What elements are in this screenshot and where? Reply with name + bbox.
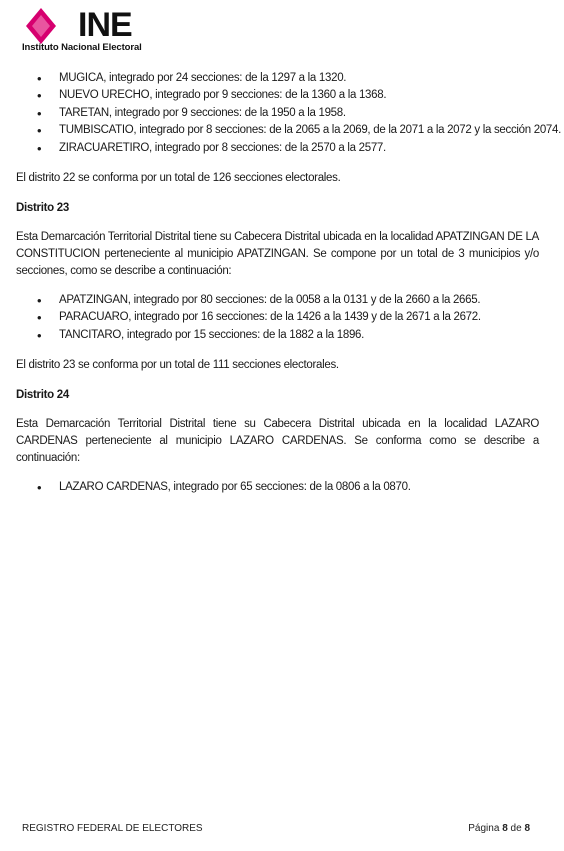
list-item: • APATZINGAN, integrado por 80 secciones: de la 0058 a la 0131 y de la 2660 a la 2665. — [16, 292, 539, 309]
list-item: • ZIRACUARETIRO, integrado por 8 secciones: de la 2570 a la 2577. — [16, 140, 539, 157]
municipio-list-d24 — [16, 479, 539, 496]
logo-subtitle: Instituto Nacional Electoral — [22, 42, 142, 53]
logo-text: INE — [78, 6, 132, 44]
footer-org: REGISTRO FEDERAL DE ELECTORES — [22, 823, 203, 834]
page-prefix: Página — [468, 823, 500, 834]
list-item: • MUGICA, integrado por 24 secciones: de la 1297 a la 1320. — [16, 70, 539, 87]
municipio-list-d23 — [16, 292, 539, 344]
district-23-heading: Distrito 23 — [16, 201, 69, 214]
district-23-total: El distrito 23 se conforma por un total de 111 secciones electorales. — [16, 359, 339, 372]
district-24-heading: Distrito 24 — [16, 389, 69, 402]
district-23-description: Esta Demarcación Territorial Distrital tiene su Cabecera Distrital ubicada en la localidad APATZINGAN DE LA CONSTITUCION perteneciente al municipio APATZINGAN. Se compone por un total de 3 municipios y/o secciones, como se describe a continuación: — [16, 230, 539, 277]
list-item: • TARETAN, integrado por 9 secciones: de la 1950 a la 1958. — [16, 105, 539, 122]
page-sep: de — [510, 823, 522, 834]
list-item: • LAZARO CARDENAS, integrado por 65 secciones: de la 0806 a la 0870. — [16, 479, 539, 496]
district-24-description: Esta Demarcación Territorial Distrital tiene su Cabecera Distrital ubicada en la localidad LAZARO CARDENAS perteneciente al municipio LAZARO CARDENAS. Se conforma como se describe a continuación: — [16, 418, 539, 465]
ine-logo — [22, 8, 182, 54]
page-number — [468, 823, 530, 834]
list-item: • TUMBISCATIO, integrado por 8 secciones: de la 2065 a la 2069, de la 2071 a la 2072 y la sección 2074. — [16, 122, 539, 139]
list-item: • NUEVO URECHO, integrado por 9 secciones: de la 1360 a la 1368. — [16, 87, 539, 104]
municipio-list-d22 — [16, 70, 562, 157]
district-22-total: El distrito 22 se conforma por un total de 126 secciones electorales. — [16, 171, 341, 184]
document-body — [16, 70, 562, 497]
list-item: • TANCITARO, integrado por 15 secciones: de la 1882 a la 1896. — [16, 327, 539, 344]
page-current: 8 — [502, 823, 508, 834]
page-total: 8 — [524, 823, 530, 834]
page-footer — [22, 823, 530, 834]
list-item: • PARACUARO, integrado por 16 secciones: de la 1426 a la 1439 y de la 2671 a la 2672. — [16, 309, 539, 326]
ine-logo-icon — [26, 8, 76, 44]
